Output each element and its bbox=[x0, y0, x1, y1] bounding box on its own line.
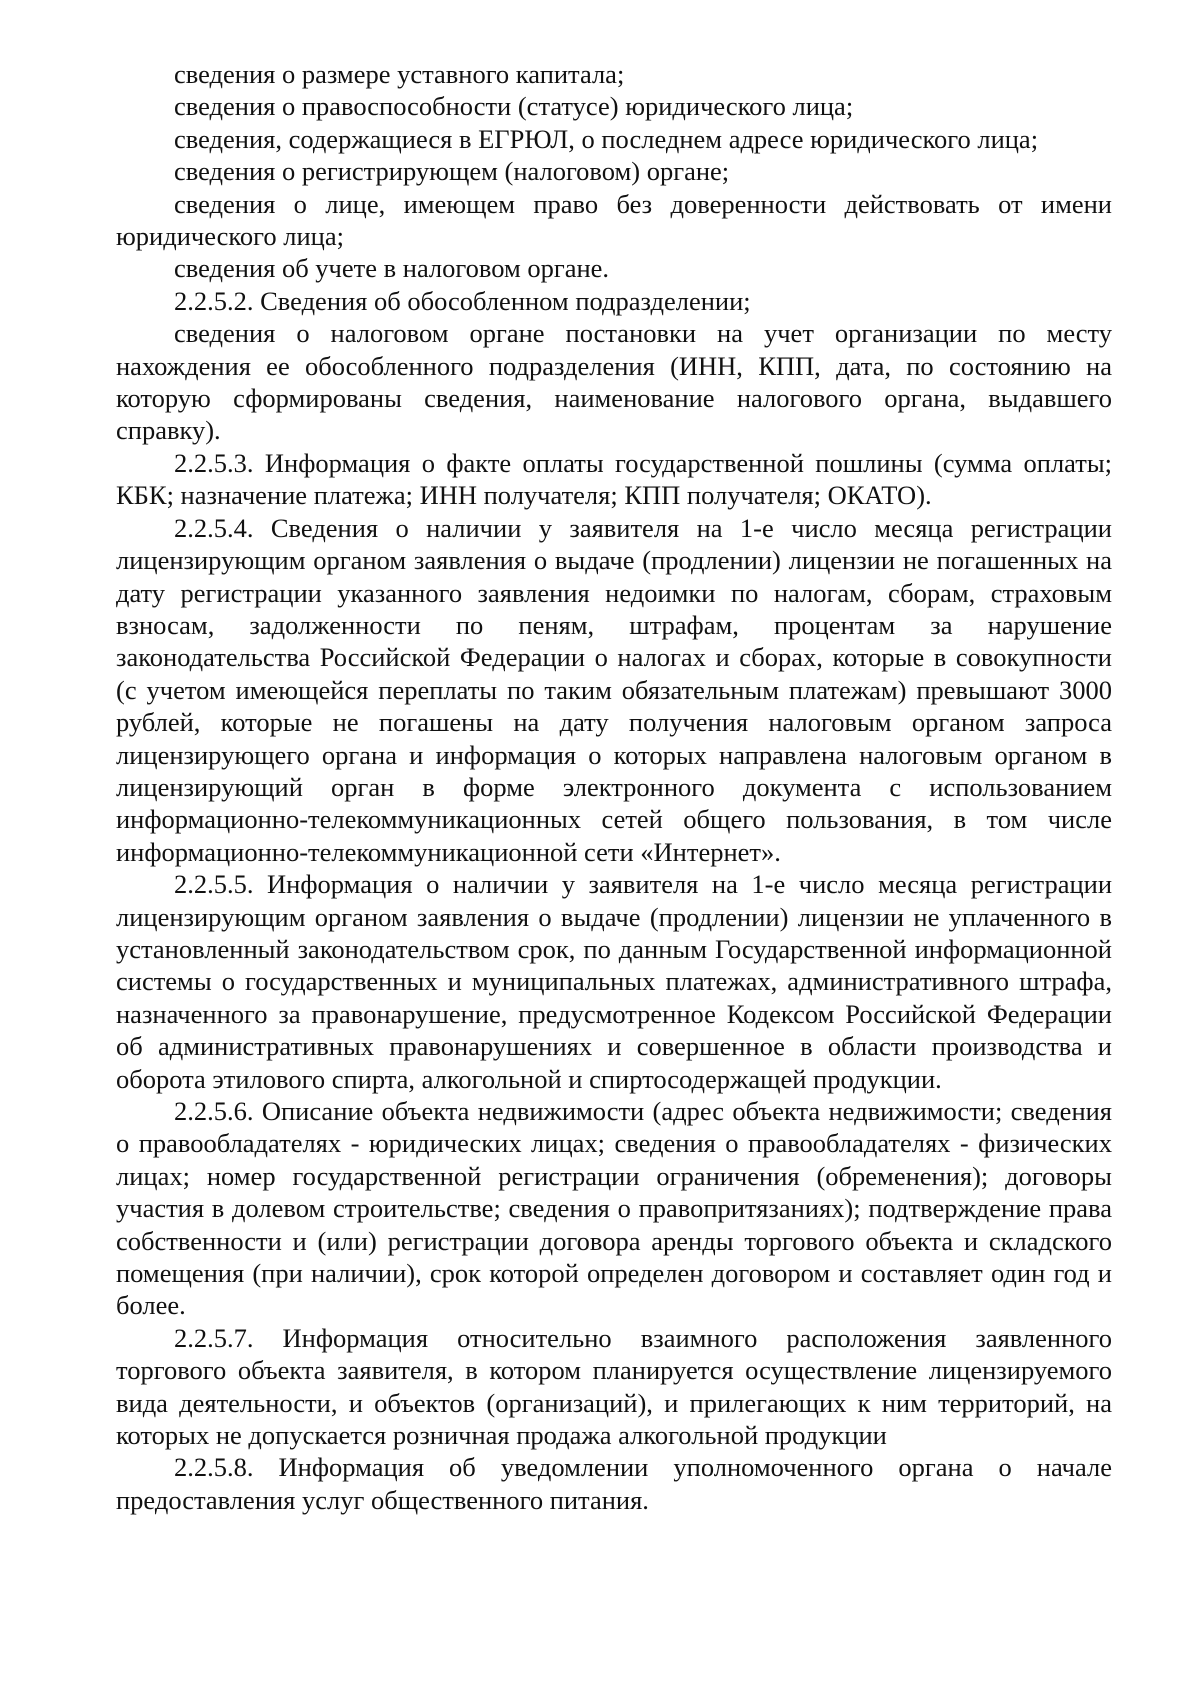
paragraph-2-2-5-6: 2.2.5.6. Описание объекта недвижимости (адрес объекта недвижимости; сведения о правообладателях - юридических лицах; сведения о правообладателях - физических лицах; номер государственной регистрации ограничения (обременения); договоры участия в долевом строительстве; сведения о правопритязаниях); подтверждение права собственности и (или) регистрации договора аренды торгового объекта и складского помещения (при наличии), срок которой определен договором и составляет один год и более. bbox=[116, 1096, 1112, 1321]
paragraph-tax-registration: сведения об учете в налоговом органе. bbox=[174, 253, 610, 284]
paragraph-branch-tax-authority: сведения о налоговом органе постановки на учет организации по месту нахождения ее обособленного подразделения (ИНН, КПП, дата, по состоянию на которую сформированы сведения, наименование налогового органа, выдавшего справку). bbox=[116, 318, 1112, 446]
paragraph-2-2-5-8: 2.2.5.8. Информация об уведомлении уполномоченного органа о начале предоставления услуг общественного питания. bbox=[116, 1452, 1112, 1515]
document-body bbox=[116, 58, 1112, 1516]
paragraph-2-2-5-3: 2.2.5.3. Информация о факте оплаты государственной пошлины (сумма оплаты; КБК; назначение платежа; ИНН получателя; КПП получателя; ОКАТО). bbox=[116, 447, 1112, 511]
paragraph-2-2-5-2: 2.2.5.2. Сведения об обособленном подразделении; bbox=[174, 285, 751, 316]
paragraph-legal-capacity: сведения о правоспособности (статусе) юридического лица; bbox=[174, 91, 854, 122]
paragraph-capital-info: сведения о размере уставного капитала; bbox=[174, 59, 625, 89]
paragraph-2-2-5-4: 2.2.5.4. Сведения о наличии у заявителя на 1-е число месяца регистрации лицензирующим органом заявления о выдаче (продлении) лицензии не погашенных на дату регистрации указанного заявления недоимки по налогам, сборам, страховым взносам, задолженности по пеням, штрафам, процентам за нарушение законодательства Российской Федерации о налогах и сборах, которые в совокупности (с учетом имеющейся переплаты по таким обязательным платежам) превышают 3000 рублей, которые не погашены на дату получения налоговым органом запроса лицензирующего органа и информация о которых направлена налоговым органом в лицензирующий орган в форме электронного документа с использованием информационно-телекоммуникационных сетей общего пользования, в том числе информационно-телекоммуникационной сети «Интернет». bbox=[116, 512, 1112, 867]
paragraph-2-2-5-7: 2.2.5.7. Информация относительно взаимного расположения заявленного торгового объекта заявителя, в котором планируется осуществление лицензируемого вида деятельности, и объектов (организаций), и прилегающих к ним территорий, на которых не допускается розничная продажа алкогольной продукции bbox=[116, 1322, 1112, 1451]
paragraph-egrul-address: сведения, содержащиеся в ЕГРЮЛ, о последнем адресе юридического лица; bbox=[174, 123, 1039, 154]
paragraph-2-2-5-5: 2.2.5.5. Информация о наличии у заявителя на 1-е число месяца регистрации лицензирующим органом заявления о выдаче (продлении) лицензии не уплаченного в установленный законодательством срок, по данным Государственной информационной системы о государственных и муниципальных платежах, административного штрафа, назначенного за правонарушение, предусмотренное Кодексом Российской Федерации об административных правонарушениях и совершенное в области производства и оборота этилового спирта, алкогольной и спиртосодержащей продукции. bbox=[116, 869, 1112, 1094]
paragraph-authorized-person: сведения о лице, имеющем право без доверенности действовать от имени юридического лица; bbox=[116, 188, 1112, 252]
paragraph-registering-authority: сведения о регистрирующем (налоговом) органе; bbox=[174, 156, 730, 187]
